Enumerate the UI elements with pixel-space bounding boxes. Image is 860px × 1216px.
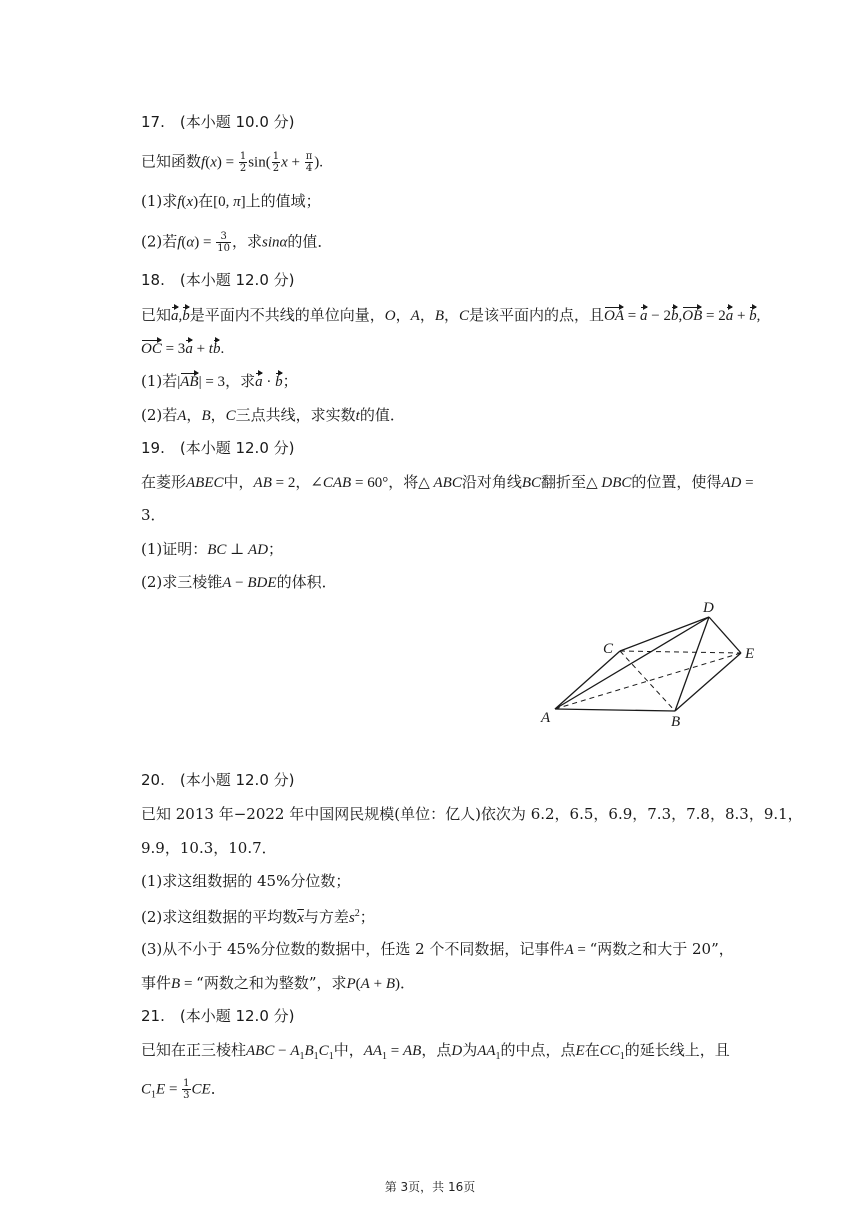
q17-part2: (2)若f(α) = $\frac{3}{10}$ ，求sinα的值． bbox=[141, 231, 333, 254]
q20-part1: (1)求这组数据的 45%分位数； bbox=[141, 872, 351, 890]
q20-line2: 9.9，10.3，10.7． bbox=[141, 839, 277, 857]
q21-line2-suffix: ． bbox=[210, 1079, 226, 1098]
q20-part2-prefix: (2)求这组数据的平均数 bbox=[141, 908, 298, 926]
q19-part1-suffix: ； bbox=[268, 540, 284, 558]
label-C: C bbox=[603, 641, 614, 657]
edge-CD bbox=[620, 617, 709, 651]
q18-part2-mid: 三点共线，求实数 bbox=[235, 406, 356, 424]
page-footer: 第 3页，共 16页 bbox=[384, 1180, 476, 1194]
q18-part1-suffix: ； bbox=[282, 372, 298, 390]
q21-line2: $C_1E$ = $\frac{1}{3}$ CE． bbox=[141, 1078, 226, 1101]
q19-line1-e: 翻折至 bbox=[541, 473, 587, 491]
label-B: B bbox=[671, 714, 681, 730]
q20-part2: (2)求这组数据的平均数$\overline{x}$与方差$s^2$； bbox=[141, 908, 375, 926]
q21-line1-c: ，点 bbox=[421, 1041, 452, 1059]
q18-part1-mid: ，求 bbox=[225, 372, 256, 390]
q20-part3-line2-mid: “两数之和为整数”，求 bbox=[196, 974, 347, 992]
q17-stem: 已知函数f(x) = $\frac{1}{2}$ sin( $\frac{1}{2}$ x + $\frac{\pi}{4}$ ). bbox=[141, 151, 324, 174]
edge-CB-hidden bbox=[620, 651, 675, 711]
q19-part1: (1)证明：BC ⊥ AD； bbox=[141, 540, 284, 558]
label-A: A bbox=[541, 710, 551, 726]
q21-line1: 已知在正三棱柱ABC − $A_1B_1C_1$中，$AA_1$ = AB，点D为$AA_1$的中点，点E在$CC_1$的延长线上，且 bbox=[141, 1041, 730, 1062]
q20-part3-prefix: (3)从不小于 45%分位数的数据中，任选 2 个不同数据，记事件 bbox=[141, 940, 565, 958]
q20-part3-line2: 事件B = “两数之和为整数”，求P(A + B)． bbox=[141, 974, 415, 992]
q18-line1-a: 已知 bbox=[141, 306, 172, 324]
q20-part2-mid: 与方差 bbox=[303, 908, 349, 926]
q20-part3-line2-suffix: ． bbox=[399, 974, 415, 992]
q17-part2-suffix: 的值． bbox=[287, 232, 333, 251]
q17-part1-mid: 在 bbox=[198, 192, 214, 210]
q19-part2-prefix: (2)求三棱锥 bbox=[141, 573, 223, 591]
q17-part2-prefix: (2)若 bbox=[141, 232, 178, 251]
q19-line1-c: ，将 bbox=[388, 473, 419, 491]
q17-part1-prefix: (1)求 bbox=[141, 192, 178, 210]
q18-header: 18. (本小题 12.0 分) bbox=[141, 271, 295, 289]
q18-line2: OC = 3a + tb. bbox=[141, 341, 225, 357]
pyramid-figure bbox=[538, 598, 768, 738]
q19-line1: 在菱形ABEC中，AB = 2，∠CAB = 60°，将△ ABC沿对角线BC翻折至△ DBC的位置，使得AD = bbox=[141, 473, 754, 491]
q19-header: 19. (本小题 12.0 分) bbox=[141, 439, 295, 457]
q18-line1-c: 是该平面内的点，且 bbox=[469, 306, 605, 324]
edge-AD bbox=[555, 617, 709, 709]
q17-header: 17. (本小题 10.0 分) bbox=[141, 113, 295, 131]
q19-line1-b: 中， bbox=[223, 473, 254, 491]
edge-AC bbox=[555, 651, 620, 709]
q21-line1-a: 已知在正三棱柱 bbox=[141, 1041, 247, 1059]
q21-line1-d: 为 bbox=[462, 1041, 478, 1059]
q19-line2: 3． bbox=[141, 506, 166, 524]
q20-header: 20. (本小题 12.0 分) bbox=[141, 771, 295, 789]
q18-part1: (1)若|AB| = 3，求a · b； bbox=[141, 372, 298, 390]
q18-part2: (2)若A，B，C三点共线，求实数t的值． bbox=[141, 406, 405, 424]
label-E: E bbox=[745, 646, 755, 662]
q17-part2-mid: ，求 bbox=[232, 232, 263, 251]
q17-part1-suffix: 上的值域； bbox=[245, 192, 321, 210]
q21-line1-f: 在 bbox=[584, 1041, 600, 1059]
q17-stem-text: 已知函数 bbox=[141, 152, 202, 171]
edge-AE-hidden bbox=[555, 653, 741, 709]
q19-line1-d: 沿对角线 bbox=[461, 473, 522, 491]
q21-line1-e: 的中点，点 bbox=[500, 1041, 576, 1059]
q19-line1-f: 的位置，使得 bbox=[631, 473, 722, 491]
q18-line1: 已知a,b是平面内不共线的单位向量，O，A，B，C是该平面内的点，且OA = a − 2b,OB = 2a + b, bbox=[141, 306, 761, 324]
q20-part3-line2-prefix: 事件 bbox=[141, 974, 172, 992]
edge-DE bbox=[709, 617, 741, 653]
q20-part3-suffix: “两数之和大于 20”， bbox=[589, 940, 734, 958]
label-D: D bbox=[703, 600, 714, 616]
q17-part1: (1)求f(x)在[0, π]上的值域； bbox=[141, 192, 321, 210]
q19-part1-prefix: (1)证明： bbox=[141, 540, 208, 558]
edge-AB bbox=[555, 709, 675, 711]
q21-header: 21. (本小题 12.0 分) bbox=[141, 1007, 295, 1025]
q18-part1-prefix: (1)若 bbox=[141, 372, 178, 390]
q19-line1-a: 在菱形 bbox=[141, 473, 187, 491]
q21-line1-b: 中， bbox=[333, 1041, 364, 1059]
q20-part2-suffix: ； bbox=[359, 908, 375, 926]
q18-part2-suffix: 的值． bbox=[359, 406, 405, 424]
q19-part2-suffix: 的体积． bbox=[276, 573, 337, 591]
q20-part3-line1: (3)从不小于 45%分位数的数据中，任选 2 个不同数据，记事件A = “两数之和大于 20”， bbox=[141, 940, 734, 958]
q18-line1-b: 是平面内不共线的单位向量， bbox=[189, 306, 385, 324]
q18-part2-prefix: (2)若 bbox=[141, 406, 178, 424]
q20-line1: 已知 2013 年−2022 年中国网民规模(单位：亿人)依次为 6.2，6.5，6.9，7.3，7.8，8.3，9.1， bbox=[141, 805, 803, 823]
q19-part2: (2)求三棱锥A − BDE的体积． bbox=[141, 573, 337, 591]
edge-CE-hidden bbox=[620, 651, 741, 653]
q21-line1-g: 的延长线上，且 bbox=[624, 1041, 730, 1059]
